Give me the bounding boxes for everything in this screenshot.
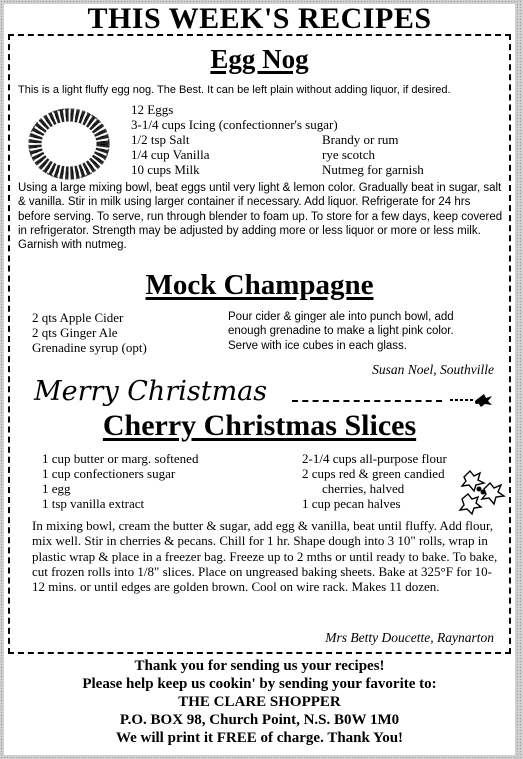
- page-title: THIS WEEK'S RECIPES: [87, 2, 432, 35]
- cherry-ingredient: 2-1/4 cups all-purpose flour: [302, 451, 447, 466]
- cherry-ingredient: 1 cup butter or marg. softened: [42, 451, 199, 466]
- champagne-directions: Pour cider & ginger ale into punch bowl, add enough grenadine to make a light pink color. Serve with ice cubes in each glass.: [228, 311, 454, 352]
- cherry-ingredient: cherries, halved: [322, 481, 405, 496]
- eggnog-ingredient: 12 Eggs: [131, 102, 174, 117]
- eggnog-ingredient: 10 cups Milk: [131, 162, 200, 177]
- cherry-credit: Mrs Betty Doucette, Raynarton: [325, 630, 494, 645]
- holly-leaves-icon: [456, 467, 508, 517]
- banner-divider: [292, 400, 442, 402]
- cherry-directions: In mixing bowl, cream the butter & sugar, add egg & vanilla, beat until fluffy. Add flour, mix well. Stir in cherries & pecans. Chill for 1 hr. Shape dough into 3 10" rolls, wrap in plastic wrap & place in a freezer bag. Freeze up to 2 mths or until ready to bake. To bake, cut frozen rolls into 1/8" slices. Place on ungreased baking sheets. Bake at 325°F for 10-12 mins. or until edges are golden brown. Cool on wire rack. Makes 11 dozen.: [32, 518, 498, 595]
- champagne-ingredient: 2 qts Ginger Ale: [32, 325, 118, 340]
- champagne-title: Mock Champagne: [145, 269, 374, 301]
- merry-christmas-banner: Merry Christmas: [34, 376, 268, 407]
- cherry-ingredient: 1 cup confectioners sugar: [42, 466, 176, 481]
- eggnog-ingredient: 1/4 cup Vanilla: [131, 147, 210, 162]
- eggnog-ingredient: 3-1/4 cups Icing (confectionner's sugar): [131, 117, 338, 132]
- wreath-icon: [22, 104, 116, 184]
- eggnog-ingredient: 1/2 tsp Salt: [131, 132, 190, 147]
- eggnog-title: Egg Nog: [210, 44, 309, 74]
- cherry-ingredient: 1 cup pecan halves: [302, 496, 401, 511]
- recipe-panel: [4, 4, 515, 755]
- eggnog-ingredient-alt: Brandy or rum: [322, 132, 399, 147]
- footer-address: P.O. BOX 98, Church Point, N.S. B0W 1M0: [119, 712, 400, 728]
- eggnog-ingredient-alt: rye scotch: [322, 147, 376, 162]
- footer-publisher: THE CLARE SHOPPER: [178, 694, 341, 710]
- footer-line: Please help keep us cookin' by sending your favorite to:: [82, 676, 437, 692]
- champagne-credit: Susan Noel, Southville: [372, 362, 494, 377]
- eggnog-intro: This is a light fluffy egg nog. The Best. It can be left plain without adding liquor, if desired.: [18, 84, 451, 96]
- footer-line: We will print it FREE of charge. Thank You!: [115, 730, 404, 746]
- footer-line: Thank you for sending us your recipes!: [134, 658, 385, 674]
- eggnog-ingredient-alt: Nutmeg for garnish: [322, 162, 424, 177]
- cherry-ingredient: 1 tsp vanilla extract: [42, 496, 145, 511]
- champagne-ingredient: 2 qts Apple Cider: [32, 310, 124, 325]
- holly-sprig-icon: [446, 392, 502, 408]
- champagne-ingredient: Grenadine syrup (opt): [32, 340, 147, 355]
- cherry-ingredient: 2 cups red & green candied: [302, 466, 445, 481]
- cherry-ingredient: 1 egg: [42, 481, 71, 496]
- cherry-title: Cherry Christmas Slices: [102, 409, 417, 442]
- eggnog-directions: Using a large mixing bowl, beat eggs until very light & lemon color. Gradually beat in sugar, salt & vanilla. Stir in milk using larger container if necessary. Add liquor. Refrigerate for 24 hrs before serving. To serve, run through blender to foam up. To store for a few days, keep covered in refrigerator. Strength may be adjusted by adding more or less liquor or more or less milk. Garnish with nutmeg.: [18, 182, 503, 252]
